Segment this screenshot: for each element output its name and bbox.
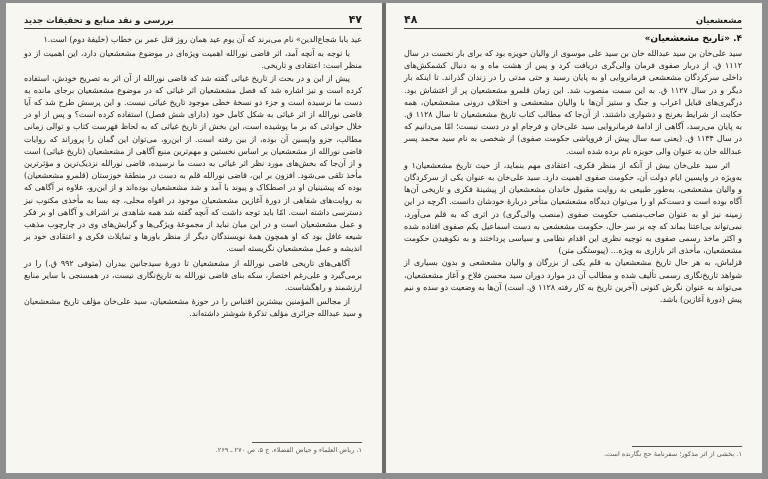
left-running-head xyxy=(24,13,362,29)
paragraph: اثر سید علی‌خان بیش از آنکه از منظر فکری، اعتقادی مهم بنماید، از حیث تاریخ مشعشعیان۱ و به‌ویژه در واپسین ایام دولت آن، حکومت صفوی اهمیت دارد. سید علی‌خان به عنوان یکی از سرکردگان و والیان مشعشعی، به‌طور طبیعی به روایت مقبول خاندان مشعشعیان از پیشینهٔ فکری و تاریخی آن‌ها آگاه بوده است و دست‌کم او را می‌توان دیدگاه مشعشعیان متأخر دربارهٔ خودشان دانست. اگرچه در این زمینه نیز او به عنوان صاحب‌منصب حکومت صفوی (منصب والی‌گری) در اثری که به قلم می‌آورد، نمی‌تواند بی‌اعتنا بماند که چه بر سر حال، حکومت مشعشعی به دست اسماعیل یکم صفوی افتاده شده و اکثر ماخذ رسمی صفوی به توجیه نظری این اقدام نظامی و سیاسی پرداختند و به نکوهیدن حکومت مشعشعیان، مأخذی اثر بازاری به ویژه... (پیوستگی متن) xyxy=(404,160,742,256)
paragraph: با توجه به آنچه آمد، اثر قاضی نورالله اهمیت ویژه‌ای در موضوع مشعشعیان دارد، این اهمیت از دو منظر است: اعتقادی و تاریخی. xyxy=(24,49,362,71)
section-heading: ۴. «تاریخ مشعشعیان» xyxy=(644,34,742,44)
right-body-text xyxy=(404,48,742,306)
left-body-text xyxy=(24,34,362,321)
paragraph: پیش از این و در بحث از تاریخ غیاثی گفته شد که قاضی نورالله از آن اثر به تصریح خودش، استفاده کرده است و نیز اشاره شد که فصل مشعشعیان اثر غیاثی که در موضوع مشعشعیان برجای مانده به دست ما نرسیده است و جزء دو نسخهٔ خطی موجود تاریخ غیاثی نیست. و این پرسش طرح شد که آیا قاضی نورالله از اثر غیاثی به شکل کامل خود (دارای شش فصل) استفاده کرده است؟ و پس از او در خلال حوادثی که بر ما پوشیده است، این بخش از تاریخ غیاثی که به لحاظ فهرست کتاب و توالی زمانی مطالب، جزو واپسین آن بوده، از بین رفته است. از این‌رو، می‌توان این گمان را پروراند که روایات قاضی نورالله از مشعشعیان بر اساس نخستین و مهم‌ترین منبع آگاهی از مشعشعیان (تاریخ غیاثی) است و از آن‌جا که بخش‌های مورد نظر اثر غیاثی به دست ما نرسیده، قاضی نورالله نزدیک‌ترین و مؤثرترین مأخذ تلقی می‌شود. افزون بر این، قاضی نورالله قلم به دست در منطقهٔ خوزستان (قلمرو مشعشعیان) بوده که پیشینیان او در اصطکاک و پیوند با آمد و شد مشعشعیان بوده‌اند و از این‌رو، علاوه بر آگاهی که به روایت‌های شفاهی از دورهٔ آغازین مشعشعیان موجود در افواه محلی، چه بسا به مأخذی مکتوب نیز دسترسی داشته است. امّا باید توجه داشت که آنچه گفته شد همه شاهدی بر اشراف و آگاهی او بر فکر و عمل مشعشعیان است و در این میان نباید از مجموعهٔ ویژگی‌ها و گرایش‌های وی در چارچوب مذهب شیعه غافل بود که او همچون همهٔ نویسندگان دیگر از منظر باورها و تمایلات فکری و اعتقادی خود بر اندیشه و عمل مشعشعیان نگریسته است. xyxy=(24,73,362,254)
paragraph: سید علی‌خان بن سید عبدالله خان بن سید علی موسوی از والیان حویزه بود که برای بار نخست در سال ۱۱۱۲ ق. از دربار صفوی فرمان والی‌گری دریافت کرد و پس از هشت ماه و به دنبال کشمکش‌های داخلی سرکردگان مشعشعی فرمانروایی او به پایان رسید و حتی مدتی را در زندان گذراند. تا اینکه بار دیگر و در سال ۱۱۲۷ ق. به این سمت منصوب شد. این زمان قلمرو مشعشعیان پر از اغتشاش بود. درگیری‌های قبایل اعراب و جنگ و ستیز آن‌ها با والیان مشعشعی و اختلاف درونی مشعشعیان، همه حکایت از شرایط بغرنج و دشواری داشتند. از آن‌جا که مطالب کتاب تاریخ مشعشعیان تا سال ۱۱۲۸ ق. به پایان می‌رسد، آگاهی از ادامهٔ فرمانروایی سید علی‌خان و فرجام او در دست نیست؛ امّا می‌دانیم که در سال ۱۱۳۴ ق. (یعنی سه سال پیش از فروپاشی حکومت صفوی) از شخصی به نام سید محمد پسر عبدالله خان به عنوان والی حویزه نام برده شده است. xyxy=(404,49,742,156)
footnote-rule xyxy=(252,442,362,443)
footnote-rule xyxy=(632,446,742,447)
paragraph: از مجالس المؤمنین بیشترین اقتباس را در حوزهٔ مشعشعیان، سید علی‌خان مؤلف تاریخ مشعشعیان و سید عبدالله جزائری مؤلف تذکرهٔ شوشتر داشته‌اند. xyxy=(24,297,362,319)
left-footnote-area xyxy=(24,442,362,455)
right-running-head xyxy=(404,13,742,29)
right-running-title: مشعشعیان xyxy=(695,16,742,26)
left-running-title: بررسی و نقد منابع و تحقیقات جدید xyxy=(24,16,174,26)
right-page-number: ۴۸ xyxy=(404,13,418,26)
paragraph: عید بابا شجاع‌الدین» نام می‌برند که آن یوم عید همان روز قتل عمر بن خطاب (خلیفهٔ دوم) است.۱ xyxy=(43,35,362,44)
paragraph: قزلباش، به هر حال تاریخ مشعشعیان به قلم یکی از بزرگان و والیان مشعشعی و بدون بسیاری از شواهد تاریخ‌نگاری رسمی تألیف شده و مطالب آن در موارد دوران سید محسن فلاح و آغاز مشعشعیان، می‌تواند به عنوان نگرش کنونی (آخرین تاریخ به کار رفته ۱۱۲۸ ق. است) آن‌ها به وضعیت دو سده و نیم پیش (دورهٔ آغازین) باشد. xyxy=(404,258,742,305)
right-page xyxy=(386,3,762,473)
left-footnote: ۱. ریاض العلماء و حیاض الفضلاء، ج ۵، ص ۲۷۰ ـ ۲۶۹. xyxy=(215,446,362,454)
left-page-number: ۴۷ xyxy=(348,13,362,26)
right-footnote-area xyxy=(404,446,742,459)
paragraph: آگاهی‌های تاریخی قاضی نورالله از مشعشعیان تا دورهٔ سیدجانین بیدران (متوفی ۹۹۲ ق.) را در برمی‌گیرد و علی‌رغم اختصار، سکه بنای قاضی نورالله به تاریخ‌نگاری نیست، در همسنجی با سایر منابع ارزشمند و راهگشاست. xyxy=(24,258,362,293)
left-page xyxy=(6,3,382,473)
right-footnote: ۱. بخشی از اثر مذکور؛ سفرنامهٔ حج نگارنده است. xyxy=(603,450,742,458)
